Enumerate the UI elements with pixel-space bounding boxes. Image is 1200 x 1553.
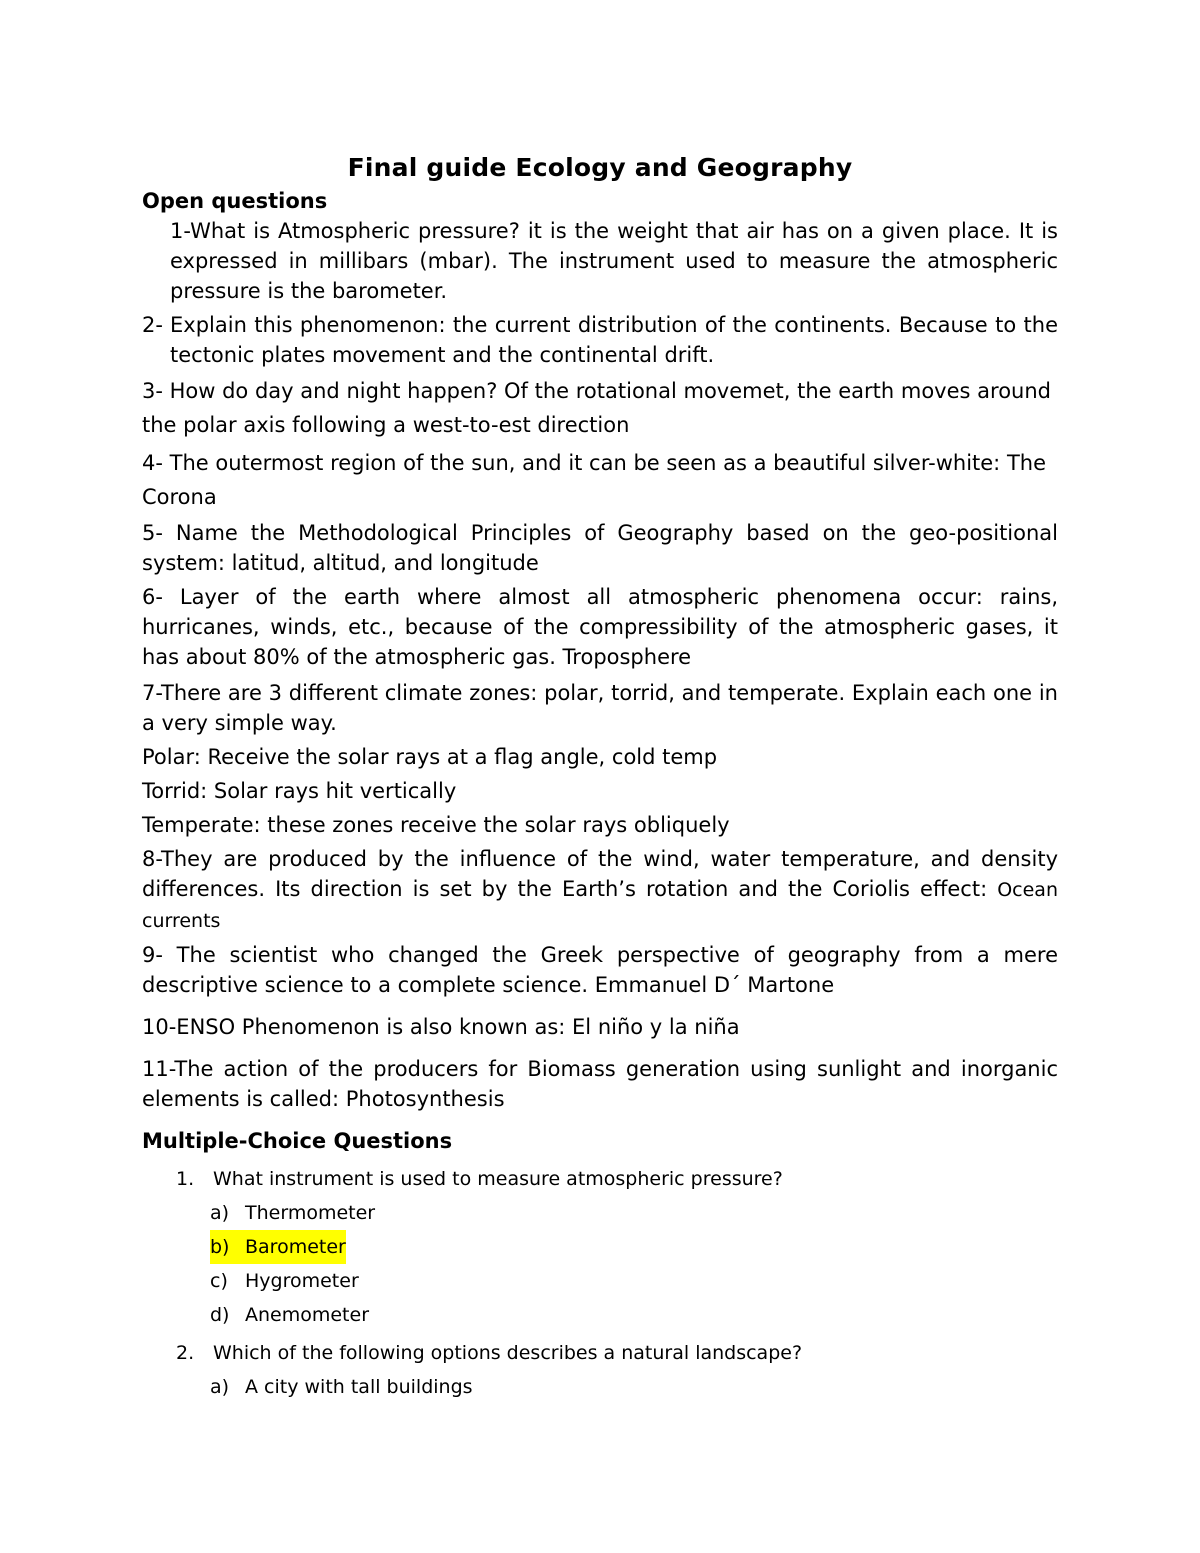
- mc1-option-a-letter: a): [210, 1202, 230, 1224]
- question-5: 5- Name the Methodological Principles of Geography based on the geo-positional system: latitud, altitud, and longitude: [142, 521, 1058, 575]
- mc1-option-c-text: Hygrometer: [245, 1270, 359, 1292]
- mc-question-2: [142, 1336, 1058, 1370]
- mc1-option-c: [142, 1264, 1058, 1298]
- multiple-choice-heading: Multiple-Choice Questions: [142, 1129, 453, 1153]
- mc1-option-b: [142, 1230, 1058, 1264]
- question-7: 7-There are 3 different climate zones: polar, torrid, and temperate. Explain each one in a very simple way.: [142, 681, 1058, 735]
- question-2-number: 2-: [142, 313, 163, 337]
- multiple-choice-list: [142, 1162, 1058, 1404]
- mc-question-2-number: 2.: [176, 1342, 195, 1364]
- mc1-option-d: [142, 1298, 1058, 1332]
- question-10: 10-ENSO Phenomenon is also known as: El niño y la niña: [142, 1015, 740, 1039]
- mc1-option-c-letter: c): [210, 1270, 228, 1292]
- question-11: 11-The action of the producers for Biomass generation using sunlight and inorganic elements is called: Photosynthesis: [142, 1057, 1058, 1111]
- mc2-option-a: [142, 1370, 1058, 1404]
- document-title: Final guide Ecology and Geography: [347, 153, 853, 182]
- question-4-text: 4- The outermost region of the sun, and it can be seen as a beautiful silver-white: The Corona: [142, 451, 1046, 509]
- question-3-text: 3- How do day and night happen? Of the rotational movemet, the earth moves around the polar axis following a west-to-est direction: [142, 379, 1051, 437]
- mc-question-1: [142, 1162, 1058, 1196]
- mc1-option-d-letter: d): [210, 1304, 230, 1326]
- mc1-option-a-text: Thermometer: [245, 1202, 376, 1224]
- mc1-option-b-letter: b): [210, 1236, 230, 1258]
- question-2: [142, 310, 1058, 370]
- question-7-polar: Polar: Receive the solar rays at a flag angle, cold temp: [142, 745, 718, 769]
- mc-question-1-text: What instrument is used to measure atmospheric pressure?: [213, 1168, 783, 1190]
- question-8-text: 8-They are produced by the influence of the wind, water temperature, and density differences. Its direction is set by the Earth’s rotation and the Coriolis effect:: [142, 847, 1058, 901]
- question-8: [142, 844, 1058, 936]
- question-7-temperate: Temperate: these zones receive the solar rays obliquely: [142, 813, 730, 837]
- mc1-option-b-text: Barometer: [245, 1236, 346, 1258]
- mc1-option-d-text: Anemometer: [245, 1304, 370, 1326]
- question-4: [142, 446, 1058, 514]
- question-9: 9- The scientist who changed the Greek perspective of geography from a mere descriptive science to a complete science. Emmanuel D´ Martone: [142, 943, 1058, 997]
- question-7-torrid: Torrid: Solar rays hit vertically: [142, 779, 457, 803]
- mc1-option-b-highlight: [210, 1230, 346, 1264]
- question-1: 1-What is Atmospheric pressure? it is the weight that air has on a given place. It is expressed in millibars (mbar). The instrument used to measure the atmospheric pressure is the barometer.: [170, 219, 1058, 303]
- mc1-option-a: [142, 1196, 1058, 1230]
- question-8-answer: Ocean currents: [142, 879, 1058, 932]
- mc2-option-a-letter: a): [210, 1376, 230, 1398]
- question-6: 6- Layer of the earth where almost all atmospheric phenomena occur: rains, hurricanes, winds, etc., because of the compressibility of the atmospheric gases, it has about 80% of the atmospheric gas. Troposphere: [142, 585, 1058, 669]
- mc-question-2-text: Which of the following options describes a natural landscape?: [213, 1342, 803, 1364]
- open-questions-heading: Open questions: [142, 189, 328, 213]
- mc2-option-a-text: A city with tall buildings: [245, 1376, 473, 1398]
- question-2-text: Explain this phenomenon: the current distribution of the continents. Because to the tectonic plates movement and the continental drift.: [170, 313, 1058, 367]
- question-3: [142, 374, 1058, 442]
- mc-question-1-number: 1.: [176, 1168, 195, 1190]
